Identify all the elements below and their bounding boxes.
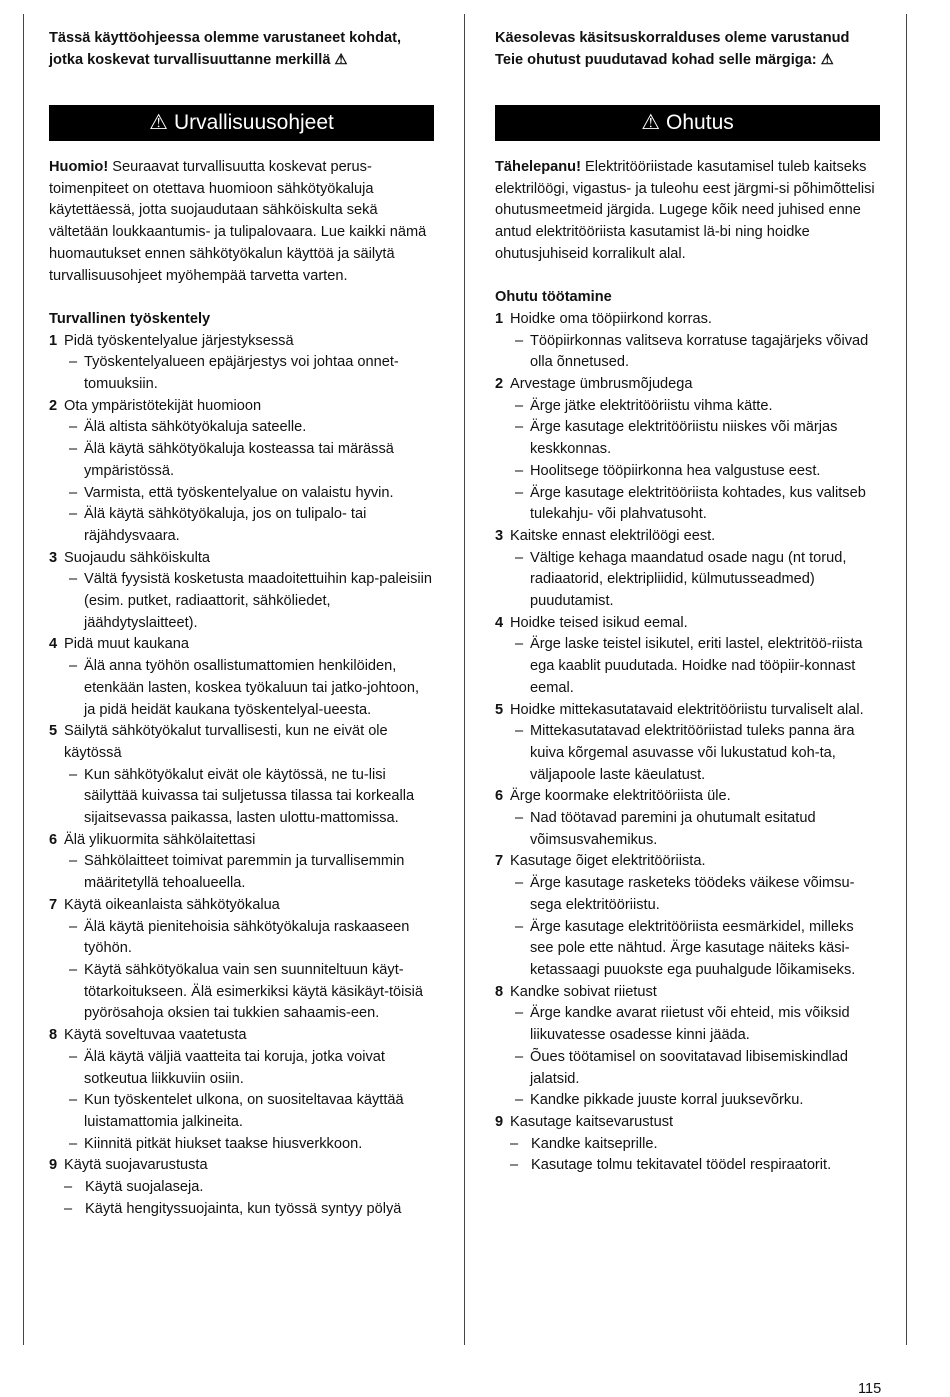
list-subitem bbox=[49, 483, 434, 505]
item-title: Hoidke teised isikud eemal. bbox=[510, 614, 688, 631]
item-number: 7 bbox=[49, 896, 58, 913]
subitem-text: Kun sähkötyökalut eivät ole käytössä, ne tu-lisi säilyttää kuivassa tai suljetussa tilassa tai korkealla sijaitsevassa paikassa, lasten ulottu-mattomissa. bbox=[84, 766, 415, 827]
item-number: 3 bbox=[495, 527, 504, 544]
subitem-text: Ärge kandke avarat riietust või ehteid, mis võiksid liikuvatesse osadesse kinni jääda. bbox=[530, 1005, 850, 1044]
item-title: Hoidke oma tööpiirkond korras. bbox=[510, 310, 712, 327]
section-banner bbox=[495, 105, 880, 141]
list-subitem bbox=[49, 1199, 434, 1221]
dash-bullet: – bbox=[515, 462, 524, 479]
item-number: 6 bbox=[495, 788, 504, 805]
item-title: Säilytä sähkötyökalut turvallisesti, kun ne eivät ole käytössä bbox=[64, 723, 388, 761]
item-title: Käytä suojavarustusta bbox=[64, 1157, 208, 1174]
subitem-text: Käytä suojalaseja. bbox=[85, 1179, 204, 1196]
item-number: 1 bbox=[49, 332, 58, 349]
dash-bullet: – bbox=[69, 441, 78, 458]
list-subitem bbox=[495, 483, 880, 526]
list-subitem bbox=[495, 1134, 880, 1156]
list-subitem bbox=[495, 396, 880, 418]
list-subitem bbox=[495, 1155, 880, 1177]
dash-bullet: – bbox=[515, 723, 524, 740]
item-title: Suojaudu sähköiskulta bbox=[64, 549, 211, 566]
section-title: Ohutu töötamine bbox=[495, 289, 612, 306]
subitem-text: Kiinnitä pitkät hiukset taakse hiusverkkoon. bbox=[84, 1135, 363, 1152]
item-number: 4 bbox=[49, 636, 58, 653]
subitem-text: Älä anna työhön osallistumattomien henkilöiden, etenkään lasten, koskea työkaluun tai jatko-johtoon, ja pidä heidät kaukana työskentelyal-ueesta. bbox=[84, 658, 420, 718]
item-number: 4 bbox=[495, 614, 504, 631]
item-title: Kasutage kaitsevarustust bbox=[510, 1113, 674, 1130]
list-subitem bbox=[495, 917, 880, 982]
item-number: 2 bbox=[49, 397, 58, 414]
item-number: 8 bbox=[49, 1027, 58, 1044]
list-subitem bbox=[495, 1090, 880, 1112]
dash-bullet: – bbox=[515, 875, 524, 892]
subitem-text: Mittekasutatavad elektritööriistad tuleks panna ära kuiva kõrgemal asuvasse või lukustatud koh-ta, väljapoole laste käeulatust. bbox=[530, 723, 855, 783]
item-title: Kaitske ennast elektrilöögi eest. bbox=[510, 527, 716, 544]
dash-bullet: – bbox=[64, 1179, 73, 1196]
item-number: 8 bbox=[495, 983, 504, 1000]
item-title: Kasutage õiget elektritööriista. bbox=[510, 853, 706, 870]
subitem-text: Õues töötamisel on soovitatavad libisemiskindlad jalatsid. bbox=[530, 1048, 848, 1087]
list-subitem bbox=[49, 765, 434, 830]
intro-text: Tässä käyttöohjeessa olemme varustaneet kohdat, jotka koskevat turvallisuuttanne merkillä ⚠ bbox=[49, 30, 402, 68]
dash-bullet: – bbox=[515, 419, 524, 436]
banner-title: Ohutus bbox=[666, 111, 734, 134]
list-subitem bbox=[49, 656, 434, 721]
subitem-text: Vältige kehaga maandatud osade nagu (nt torud, radiaatorid, elektripliidid, külmutusseadmed) puudutamist. bbox=[530, 549, 847, 610]
warning-text: Elektritööriistade kasutamisel tuleb kaitseks elektrilöögi, vigastus- ja tuleohu eest järgmi-si põhimõttelisi ohutusmeetmeid järgida. Lugege kõik need juhised enne antud elektritööriista kasutamist lä-bi ning hoidke ohutusjuhiseid korralikult alal. bbox=[495, 159, 875, 262]
list-subitem bbox=[495, 461, 880, 483]
dash-bullet: – bbox=[69, 1048, 78, 1065]
warning-triangle-icon: ⚠ bbox=[641, 111, 661, 134]
list-item bbox=[495, 1112, 880, 1134]
list-subitem bbox=[495, 873, 880, 916]
item-title: Käytä soveltuvaa vaatetusta bbox=[64, 1027, 247, 1044]
subitem-text: Ärge kasutage elektritööriista kohtades, kus valitseb tulekahju- või plahvatusoht. bbox=[530, 484, 866, 523]
dash-bullet: – bbox=[69, 354, 78, 371]
list-item bbox=[49, 830, 434, 852]
list-subitem bbox=[495, 808, 880, 851]
item-number: 9 bbox=[495, 1113, 504, 1130]
dash-bullet: – bbox=[69, 1092, 78, 1109]
item-number: 9 bbox=[49, 1157, 58, 1174]
dash-bullet: – bbox=[69, 506, 78, 523]
subitem-text: Kun työskentelet ulkona, on suositeltavaa käyttää luistamattomia jalkineita. bbox=[84, 1092, 404, 1130]
list-subitem bbox=[495, 331, 880, 374]
item-title: Ärge koormake elektritööriista üle. bbox=[510, 788, 731, 805]
list-item bbox=[495, 526, 880, 548]
finnish-column bbox=[49, 28, 434, 1220]
warning-paragraph bbox=[495, 157, 880, 266]
list-item bbox=[49, 634, 434, 656]
subitem-text: Sähkölaitteet toimivat paremmin ja turvallisemmin määritetyllä tehoalueella. bbox=[84, 853, 405, 892]
warning-label: Huomio! bbox=[49, 159, 109, 175]
list-item bbox=[495, 982, 880, 1004]
dash-bullet: – bbox=[69, 962, 78, 978]
list-subitem bbox=[49, 1090, 434, 1133]
list-subitem bbox=[495, 634, 880, 699]
list-item bbox=[495, 700, 880, 722]
subitem-text: Varmista, että työskentelyalue on valaistu hyvin. bbox=[84, 484, 394, 501]
subitem-text: Käytä hengityssuojainta, kun työssä syntyy pölyä bbox=[85, 1200, 402, 1217]
banner-title: Urvallisuusohjeet bbox=[173, 111, 334, 134]
list-item bbox=[495, 786, 880, 808]
list-item bbox=[49, 396, 434, 418]
list-item bbox=[495, 374, 880, 396]
subitem-text: Ärge kasutage elektritööriistu niiskes või märjas keskkonnas. bbox=[530, 419, 838, 458]
dash-bullet: – bbox=[69, 484, 78, 501]
dash-bullet: – bbox=[69, 571, 78, 588]
subitem-text: Älä altista sähkötyökaluja sateelle. bbox=[84, 419, 307, 436]
list-subitem bbox=[49, 504, 434, 547]
safety-list bbox=[495, 309, 880, 1177]
dash-bullet: – bbox=[64, 1200, 73, 1217]
item-title: Kandke sobivat riietust bbox=[510, 983, 657, 1000]
dash-bullet: – bbox=[515, 1048, 524, 1065]
item-title: Pidä muut kaukana bbox=[64, 636, 189, 653]
list-subitem bbox=[495, 548, 880, 613]
list-subitem bbox=[49, 1047, 434, 1090]
dash-bullet: – bbox=[515, 484, 524, 501]
dash-bullet: – bbox=[515, 636, 524, 653]
subitem-text: Työskentelyalueen epäjärjestys voi johtaa onnet-tomuuksiin. bbox=[84, 354, 399, 393]
list-item bbox=[49, 1025, 434, 1047]
subitem-text: Älä käytä väljiä vaatteita tai koruja, jotka voivat sotkeutua liikkuviin osiin. bbox=[84, 1048, 385, 1087]
item-title: Älä ylikuormita sähkölaitettasi bbox=[64, 831, 256, 848]
subitem-text: Älä käytä sähkötyökaluja, jos on tulipalo- tai räjähdysvaara. bbox=[84, 506, 367, 544]
dash-bullet: – bbox=[69, 766, 78, 783]
safety-list bbox=[49, 331, 434, 1221]
warning-label: Tähelepanu! bbox=[495, 159, 581, 175]
warning-triangle-icon: ⚠ bbox=[149, 111, 168, 134]
list-subitem bbox=[49, 569, 434, 634]
dash-bullet: – bbox=[515, 332, 524, 349]
estonian-column bbox=[495, 28, 880, 1177]
subitem-text: Käytä sähkötyökalua vain sen suunniteltuun käyt-tötarkoitukseen. Älä esimerkiksi käytä käsikäyt-töisiä pyörösahoja oksien tai tukkien sahaamis-een. bbox=[84, 962, 424, 1022]
dash-bullet: – bbox=[69, 1135, 78, 1152]
subitem-text: Ärge kasutage elektritööriista eesmärkidel, milleks see pole ette nähtud. Ärge kasutage näiteks käsi-ketassaagi puuokste ega puuhalgude lõikamiseks. bbox=[530, 918, 856, 978]
list-subitem bbox=[49, 960, 434, 1025]
warning-text: Seuraavat turvallisuutta koskevat perus-toimenpiteet on otettava huomioon sähkötyökaluja käytettäessä, jotta suojaudutaan sähköiskulta sekä vältetään loukkaantumis- ja tulipalovaara. Lue kaikki nämä huomautukset ennen sähkötyökalun käyttöä ja säilytä turvallisuusohjeet myöhempää tarvetta varten. bbox=[49, 159, 427, 284]
page-number: 115 bbox=[858, 1381, 882, 1397]
item-number: 7 bbox=[495, 853, 504, 870]
item-number: 2 bbox=[495, 376, 504, 393]
list-subitem bbox=[49, 439, 434, 482]
dash-bullet: – bbox=[515, 549, 524, 566]
item-number: 6 bbox=[49, 831, 58, 848]
list-subitem bbox=[49, 1134, 434, 1156]
subitem-text: Tööpiirkonnas valitseva korratuse tagajärjeks võivad olla õnnetused. bbox=[530, 332, 869, 371]
list-subitem bbox=[495, 721, 880, 786]
section-banner bbox=[49, 105, 434, 141]
subitem-text: Vältä fyysistä kosketusta maadoitettuihin kap-paleisiin (esim. putket, radiaattorit, sähköliedet, jäähdytyslaitteet). bbox=[84, 571, 432, 631]
subitem-text: Älä käytä pienitehoisia sähkötyökaluja raskaaseen työhön. bbox=[84, 918, 410, 957]
item-number: 5 bbox=[495, 701, 504, 718]
list-item bbox=[49, 548, 434, 570]
dash-bullet: – bbox=[515, 918, 524, 935]
left-margin-rule bbox=[23, 14, 24, 1345]
list-subitem bbox=[49, 917, 434, 960]
subitem-text: Ärge laske teistel isikutel, eriti lastel, elektritöö-riista ega kaablit puudutada. Hoidke nad tööpiir-konnast eemal. bbox=[530, 636, 863, 696]
subitem-text: Hoolitsege tööpiirkonna hea valgustuse eest. bbox=[530, 462, 821, 479]
dash-bullet: – bbox=[510, 1135, 519, 1152]
list-subitem bbox=[49, 851, 434, 894]
dash-bullet: – bbox=[515, 810, 524, 827]
subitem-text: Kandke pikkade juuste korral juuksevõrku. bbox=[530, 1092, 804, 1109]
subitem-text: Kandke kaitseprille. bbox=[531, 1135, 658, 1152]
dash-bullet: – bbox=[510, 1157, 519, 1174]
dash-bullet: – bbox=[69, 419, 78, 436]
subitem-text: Ärge jätke elektritööriistu vihma kätte. bbox=[530, 397, 773, 414]
list-item bbox=[49, 331, 434, 353]
item-number: 5 bbox=[49, 723, 58, 740]
item-number: 1 bbox=[495, 310, 504, 327]
item-title: Pidä työskentelyalue järjestyksessä bbox=[64, 332, 294, 349]
item-title: Ota ympäristötekijät huomioon bbox=[64, 397, 262, 414]
list-subitem bbox=[49, 352, 434, 395]
item-title: Hoidke mittekasutatavaid elektritööriistu turvaliselt alal. bbox=[510, 701, 864, 718]
list-subitem bbox=[495, 1047, 880, 1090]
center-divider-rule bbox=[464, 14, 465, 1345]
dash-bullet: – bbox=[515, 397, 524, 414]
dash-bullet: – bbox=[515, 1092, 524, 1109]
subitem-text: Älä käytä sähkötyökaluja kosteassa tai märässä ympäristössä. bbox=[84, 441, 394, 479]
dash-bullet: – bbox=[69, 918, 78, 935]
subitem-text: Ärge kasutage rasketeks töödeks väikese võimsu-sega elektritööriistu. bbox=[530, 875, 855, 913]
section-title: Turvallinen työskentely bbox=[49, 310, 211, 327]
item-title: Arvestage ümbrusmõjudega bbox=[510, 376, 693, 393]
item-title: Käytä oikeanlaista sähkötyökalua bbox=[64, 896, 280, 913]
warning-paragraph bbox=[49, 157, 434, 287]
list-subitem bbox=[49, 417, 434, 439]
dash-bullet: – bbox=[515, 1005, 524, 1022]
list-item bbox=[49, 721, 434, 764]
intro-text: Käesolevas käsitsuskorralduses oleme varustanud Teie ohutust puudutavad kohad selle märgiga: ⚠ bbox=[495, 30, 850, 68]
dash-bullet: – bbox=[69, 658, 78, 675]
list-subitem bbox=[495, 417, 880, 460]
list-item bbox=[49, 1155, 434, 1177]
dash-bullet: – bbox=[69, 853, 78, 870]
list-item bbox=[49, 895, 434, 917]
right-margin-rule bbox=[906, 14, 907, 1345]
list-item bbox=[495, 851, 880, 873]
list-subitem bbox=[495, 1003, 880, 1046]
list-item bbox=[495, 613, 880, 635]
item-number: 3 bbox=[49, 549, 58, 566]
list-subitem bbox=[49, 1177, 434, 1199]
list-item bbox=[495, 309, 880, 331]
subitem-text: Nad töötavad paremini ja ohutumalt esitatud võimsusvahemikus. bbox=[530, 810, 816, 848]
subitem-text: Kasutage tolmu tekitavatel töödel respiraatorit. bbox=[531, 1157, 832, 1174]
